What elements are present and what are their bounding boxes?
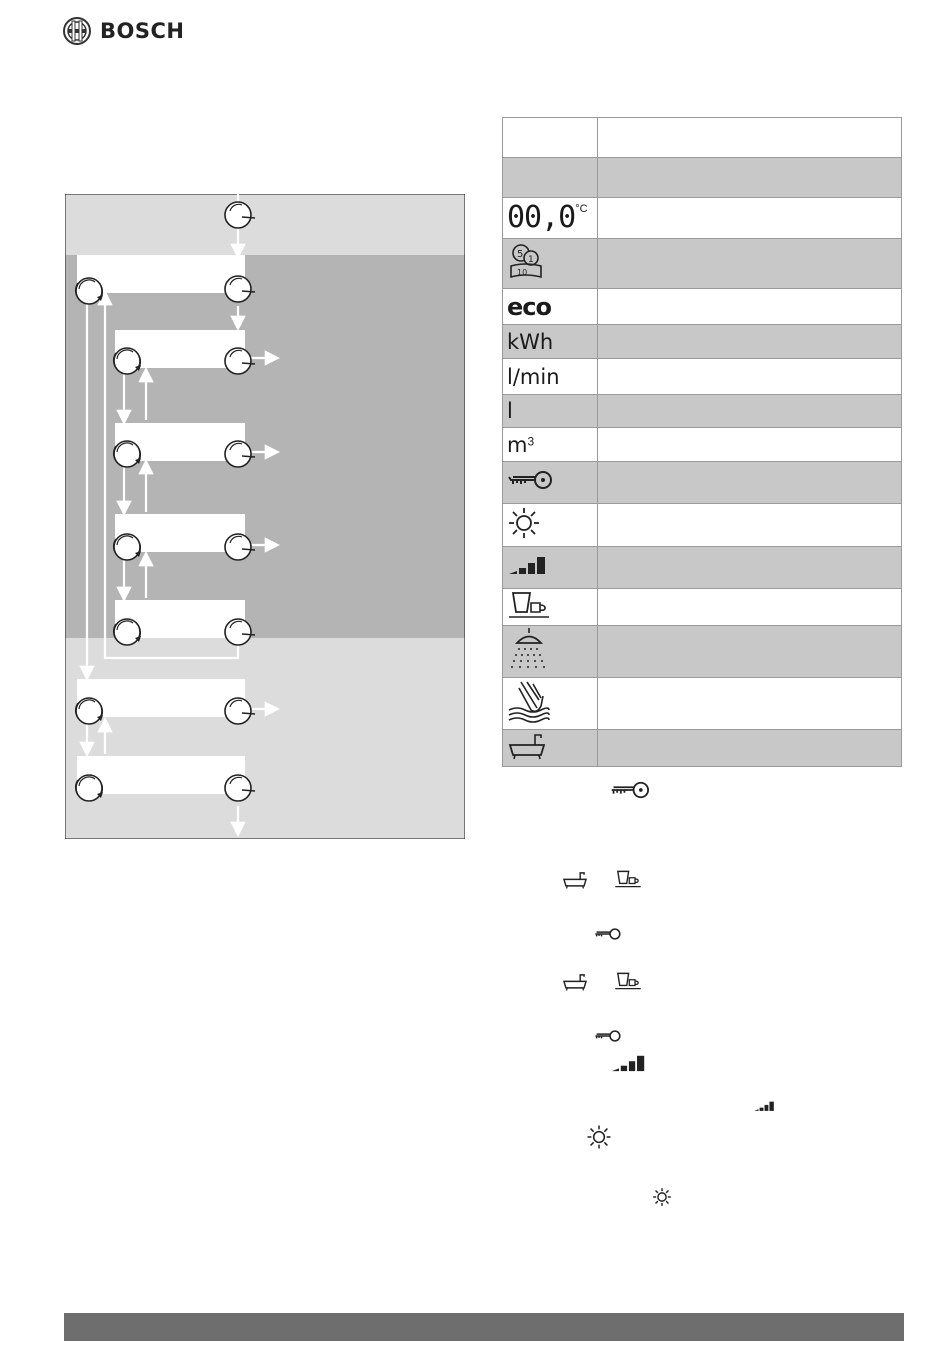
table-row: [503, 239, 902, 289]
hand-wash-icon: [507, 678, 551, 724]
knob-turn-icon: [114, 348, 141, 374]
knob-turn-icon: [76, 775, 103, 801]
key-icon: [608, 780, 650, 800]
m3-symbol: m: [507, 432, 528, 457]
kitchen-cup-icon: [507, 590, 551, 620]
table-row: [503, 462, 902, 504]
knob-turn-icon: [76, 278, 103, 304]
lmin-symbol: l/min: [507, 364, 560, 389]
table-row: [503, 158, 902, 198]
sun-icon: [652, 1187, 672, 1207]
diagram-top-zone: [65, 194, 465, 255]
table-row: [503, 547, 902, 589]
kitchen-cup-icon: [614, 869, 642, 889]
table-row: [503, 359, 902, 395]
knob-turn-icon: [114, 619, 141, 645]
table-row: [503, 504, 902, 547]
coins-icon: [507, 242, 545, 280]
svg-text:5: 5: [517, 249, 524, 260]
temperature-display: 00,0: [507, 200, 576, 235]
eco-symbol: eco: [507, 292, 551, 321]
sun-icon: [586, 1124, 612, 1150]
bathtub-icon: [562, 870, 588, 890]
knob-turn-icon: [114, 441, 141, 467]
bosch-armature-icon: [62, 16, 92, 46]
table-row: [503, 626, 902, 678]
table-row: [503, 730, 902, 767]
knob-turn-icon: [114, 534, 141, 560]
svg-text:10: 10: [517, 268, 528, 277]
kitchen-cup-icon: [614, 971, 642, 991]
table-row: [503, 589, 902, 626]
table-row: [503, 118, 902, 158]
key-icon: [593, 927, 621, 941]
signal-bars-icon: [507, 554, 547, 576]
key-icon: [593, 1029, 621, 1043]
svg-text:1: 1: [528, 255, 534, 265]
shower-icon: [507, 626, 551, 672]
diagram-bottom-zone: [65, 638, 465, 839]
kwh-symbol: kWh: [507, 329, 554, 354]
temperature-unit: °C: [575, 203, 588, 215]
brand-name: BOSCH: [100, 19, 185, 43]
brand-logo: [62, 14, 184, 48]
bathtub-icon: [562, 972, 588, 992]
table-row: [503, 395, 902, 428]
knob-turn-icon: [76, 698, 103, 724]
signal-bars-icon: [610, 1053, 646, 1073]
footer-bar: [64, 1313, 904, 1341]
litre-symbol: l: [507, 399, 513, 423]
menu-flow-diagram: [65, 194, 465, 839]
m3-exponent: 3: [527, 434, 535, 449]
table-row: [503, 428, 902, 462]
signal-bars-icon: [753, 1100, 775, 1112]
table-row: [503, 325, 902, 359]
bathtub-icon: [507, 731, 547, 761]
table-row: [503, 198, 902, 239]
table-row: [503, 678, 902, 730]
display-symbols-table: [502, 117, 902, 767]
sun-icon: [507, 506, 541, 540]
table-row: [503, 289, 902, 325]
key-icon: [507, 469, 553, 491]
